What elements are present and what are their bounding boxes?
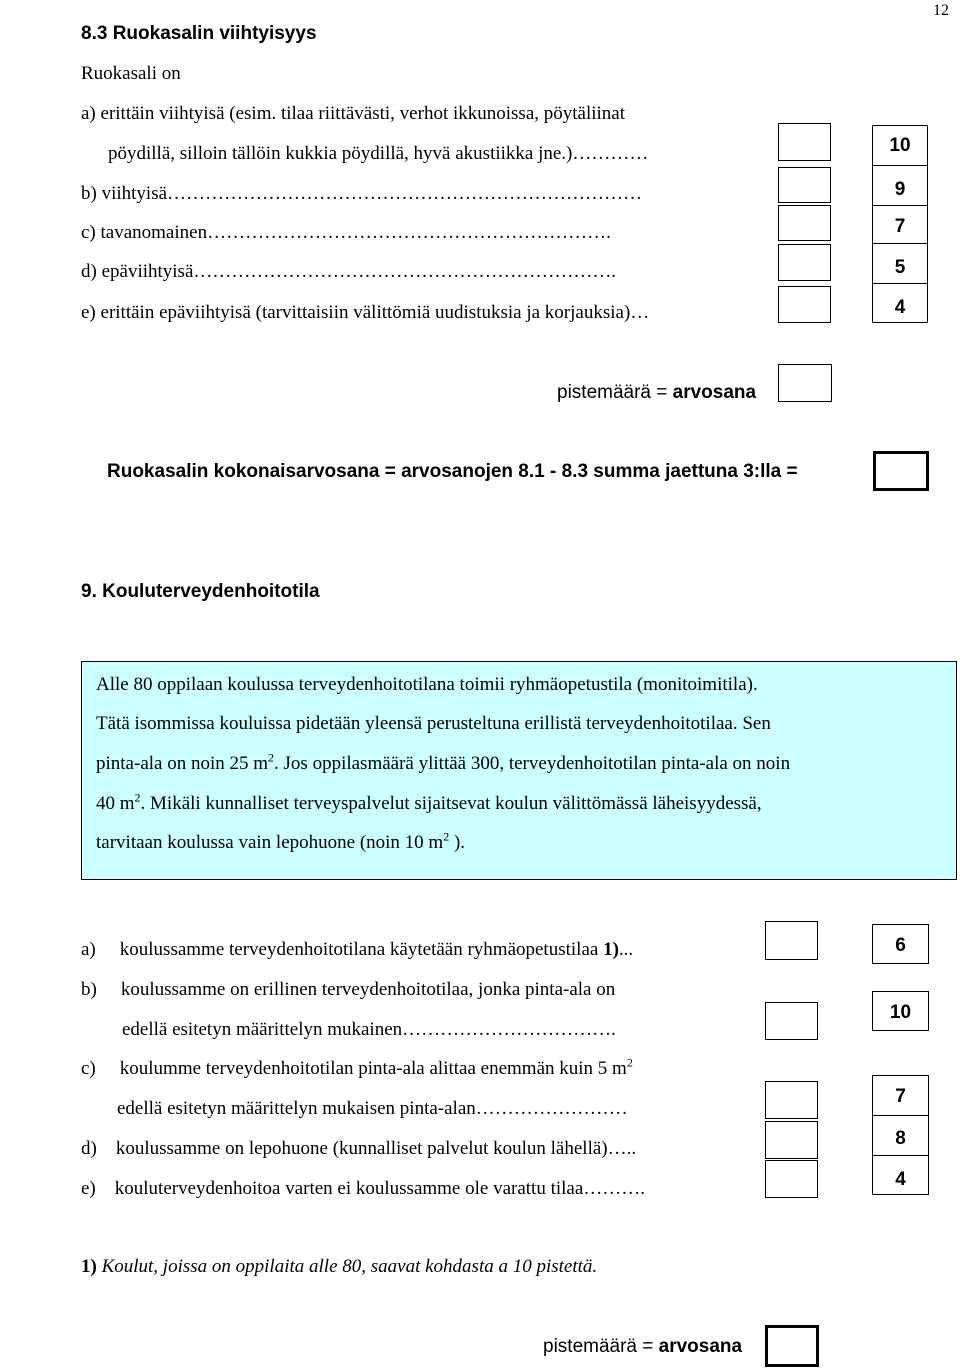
info-line-1: Alle 80 oppilaan koulussa terveydenhoitotilana toimii ryhmäopetustila (monitoimitila). [96,674,758,695]
s9-option-b-line2: edellä esitetyn määrittelyn mukainen……………………………. [122,1019,616,1040]
s9-option-c [81,1055,633,1079]
s9-option-prefix: e) [81,1178,96,1199]
s9-option-prefix: d) [81,1138,97,1159]
answer-box-c[interactable] [778,205,831,241]
s9-points-c: 7 [872,1075,929,1115]
superscript: 2 [626,1055,633,1070]
option-d-text: d) epäviihtyisä…………………………………………………………. [81,261,617,282]
footnote-marker: 1) [81,1256,97,1277]
s9-answer-box-b[interactable] [765,1002,818,1040]
superscript: 2 [268,750,275,765]
info-text-part: . Mikäli kunnalliset terveyspalvelut sijaitsevat koulun välittömässä läheisyydessä, [140,793,762,814]
s9-option-a [81,940,633,959]
s9-option-text: koulumme terveydenhoitotilan pinta-ala alittaa enemmän kuin 5 m [119,1058,627,1079]
footnote [81,1257,597,1276]
option-e-text: e) erittäin epäviihtyisä (tarvittaisiin välittömiä uudistuksia ja korjauksia)… [81,302,650,323]
s9-answer-box-d[interactable] [765,1121,818,1159]
answer-box-a[interactable] [778,123,831,161]
s9-option-tail: ... [618,939,634,960]
footnote-ref: 1) [603,939,619,960]
score-label-bold: arvosana [658,1336,743,1357]
info-text-part: tarvitaan koulussa vain lepohuone (noin 10 m [96,832,444,853]
s9-option-prefix: b) [81,979,97,1000]
superscript: 2 [134,790,141,805]
s9-option-prefix: a) [81,939,96,960]
score-label [557,383,756,402]
option-c-text: c) tavanomainen………………………………………………………. [81,222,611,243]
answer-box-b[interactable] [778,167,831,203]
superscript: 2 [443,829,450,844]
section-intro: Ruokasali on [81,63,181,84]
s9-answer-box-e[interactable] [765,1160,818,1198]
s9-score-box[interactable] [765,1325,819,1367]
s9-option-prefix: c) [81,1058,96,1079]
s9-points-d: 8 [872,1115,929,1155]
info-line-3 [96,750,791,774]
option-a-line1: a) erittäin viihtyisä (esim. tilaa riittävästi, verhot ikkunoissa, pöytäliinat [81,103,626,124]
s9-option-text: koulussamme terveydenhoitotilana käytetään ryhmäopetustilaa [119,939,604,960]
s9-score-label [543,1337,742,1356]
s9-option-text: koulussamme on erillinen terveydenhoitotilaa, jonka pinta-ala on [120,979,616,1000]
points-e: 4 [872,283,928,323]
points-b: 9 [872,165,928,205]
info-text-part: . Jos oppilasmäärä ylittää 300, terveydenhoitotilan pinta-ala on noin [274,753,791,774]
answer-box-d[interactable] [778,244,831,281]
info-line-2: Tätä isommissa kouluissa pidetään yleensä perusteltuna erillistä terveydenhoitotilaa. Sen [96,713,771,734]
s9-answer-box-a[interactable] [765,921,818,960]
s9-answer-box-c[interactable] [765,1081,818,1119]
info-text-part: 40 m [96,793,135,814]
score-label-prefix: pistemäärä = [557,382,673,403]
option-b-text: b) viihtyisä………………………………………………………………… [81,183,643,204]
s9-option-c-line2: edellä esitetyn määrittelyn mukaisen pinta-alan…………………… [117,1098,628,1119]
info-line-4 [96,790,762,814]
s9-points-e: 4 [872,1155,929,1195]
points-d: 5 [872,243,928,283]
section9-title: 9. Kouluterveydenhoitotila [81,581,320,602]
page-number: 12 [933,2,949,19]
answer-box-e[interactable] [778,286,831,323]
s9-points-a: 6 [872,924,929,964]
s9-option-d [81,1139,636,1158]
option-a-line2: pöydillä, silloin tällöin kukkia pöydillä, hyvä akustiikka jne.)………… [108,143,649,164]
s9-points-b: 10 [872,991,929,1031]
total-grade-label: Ruokasalin kokonaisarvosana = arvosanojen 8.1 - 8.3 summa jaettuna 3:lla = [107,461,798,482]
info-text-part: pinta-ala on noin 25 m [96,753,269,774]
info-text-part: ). [449,832,466,853]
score-label-prefix: pistemäärä = [543,1336,659,1357]
s9-option-text: koulussamme on lepohuone (kunnalliset palvelut koulun lähellä)….. [115,1138,637,1159]
score-box[interactable] [778,364,832,402]
score-label-bold: arvosana [672,382,757,403]
s9-option-e [81,1179,645,1198]
footnote-text: Koulut, joissa on oppilaita alle 80, saavat kohdasta a 10 pistettä. [96,1256,598,1277]
s9-option-text: kouluterveydenhoitoa varten ei koulussamme ole varattu tilaa………. [114,1178,646,1199]
points-c: 7 [872,205,928,243]
section-title: 8.3 Ruokasalin viihtyisyys [81,23,317,44]
s9-option-b [81,980,615,999]
info-line-5 [96,829,466,853]
total-grade-box[interactable] [873,451,929,491]
points-a: 10 [872,125,928,165]
